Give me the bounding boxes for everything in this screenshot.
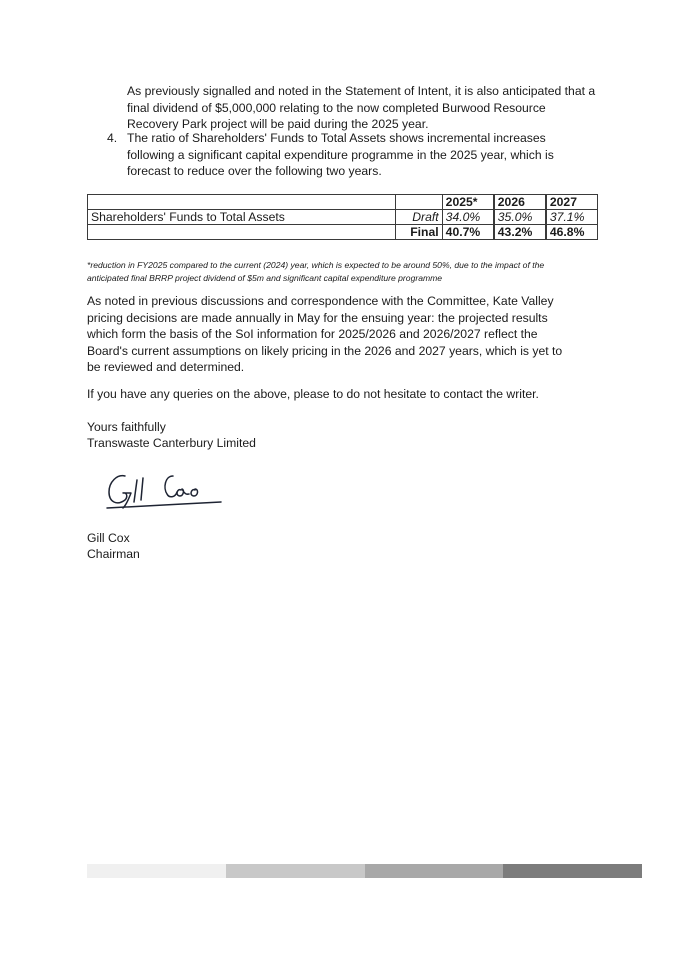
signatory-title: Chairman — [87, 547, 140, 561]
list-item-text: The ratio of Shareholders' Funds to Total Assets shows incremental increases following a significant capital expenditure programme in the 2025 year, which is forecast to reduce over the following two years. — [127, 131, 554, 179]
footer-segment — [365, 864, 504, 878]
table-header-blank — [395, 195, 442, 210]
table-cell: 34.0% — [442, 210, 494, 225]
signature-image — [103, 468, 233, 518]
table-cell: 43.2% — [494, 225, 546, 240]
table-cell-blank — [88, 225, 396, 240]
table-cell: 37.1% — [546, 210, 598, 225]
footer-segment — [226, 864, 365, 878]
dividend-paragraph: As previously signalled and noted in the Statement of Intent, it is also anticipated that a final dividend of $5,000,000 relating to the now completed Burwood Resource Recovery Park project will be paid during the 2025 year. — [127, 84, 596, 132]
table-header-row — [88, 195, 598, 210]
footer-segment — [503, 864, 642, 878]
final-label: Final — [395, 225, 442, 240]
table-cell: 46.8% — [546, 225, 598, 240]
table-cell: 40.7% — [442, 225, 494, 240]
footer-gradient-bar — [87, 864, 642, 878]
table-header-cell: 2025* — [442, 195, 494, 210]
pricing-paragraph: As noted in previous discussions and correspondence with the Committee, Kate Valley pricing decisions are made annually in May for the ensuing year: the projected results which form the basis of the SoI information for 2025/2026 and 2026/2027 reflect the Board's current assumptions on likely pricing in the 2026 and 2027 years, which is yet to be reviewed and determined. — [87, 294, 563, 375]
queries-paragraph: If you have any queries on the above, please to do not hesitate to contact the writer. — [87, 387, 539, 401]
table-cell: 35.0% — [494, 210, 546, 225]
footer-segment — [87, 864, 226, 878]
table-row-final — [88, 225, 598, 240]
salutation: Yours faithfully — [87, 420, 166, 434]
list-item-number: 4. — [107, 131, 118, 145]
draft-label: Draft — [395, 210, 442, 225]
row-label: Shareholders' Funds to Total Assets — [88, 210, 396, 225]
table-footnote: *reduction in FY2025 compared to the current (2024) year, which is expected to be around 50%, due to the impact of the anticipated final BRRP project dividend of $5m and significant capital expenditure programme — [87, 259, 545, 284]
signatory-name: Gill Cox — [87, 531, 130, 545]
company-name: Transwaste Canterbury Limited — [87, 436, 256, 450]
ratio-table — [87, 194, 598, 240]
table-header-blank — [88, 195, 396, 210]
table-row-draft — [88, 210, 598, 225]
table-header-cell: 2027 — [546, 195, 598, 210]
table-header-cell: 2026 — [494, 195, 546, 210]
